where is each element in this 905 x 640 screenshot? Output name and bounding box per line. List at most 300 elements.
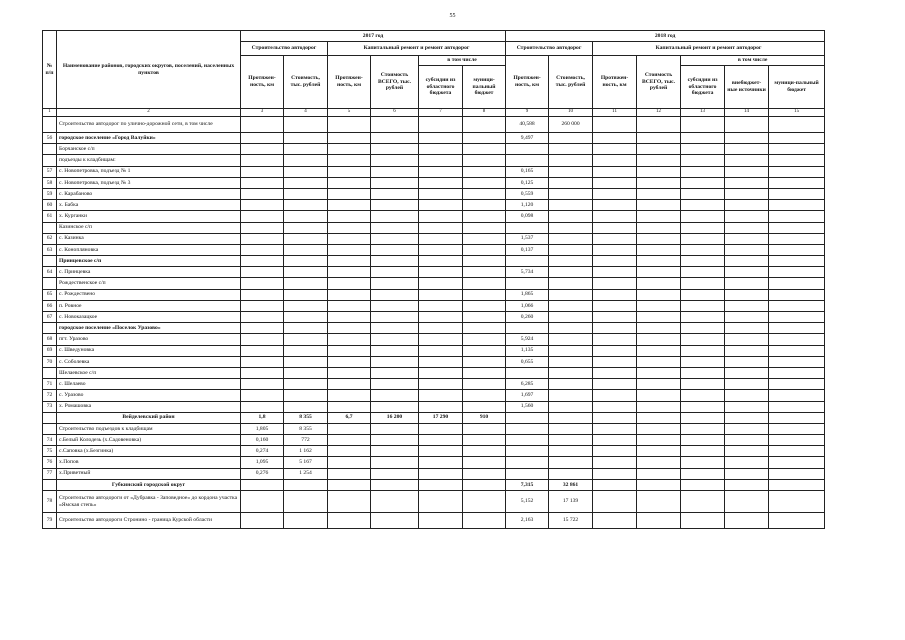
row-value (549, 278, 593, 289)
row-value (637, 211, 681, 222)
row-value (371, 144, 419, 155)
length-header: Протяжен-ность, км (241, 56, 284, 109)
row-value (681, 446, 725, 457)
row-value (725, 117, 769, 133)
row-value (419, 177, 463, 188)
row-value (328, 379, 371, 390)
table-row (43, 244, 825, 255)
row-value (463, 188, 506, 199)
row-value (725, 144, 769, 155)
row-value (681, 367, 725, 378)
column-index: 5 (328, 109, 371, 117)
row-value (463, 367, 506, 378)
row-number (43, 256, 57, 267)
row-value (284, 256, 328, 267)
row-value (284, 289, 328, 300)
row-value (725, 412, 769, 423)
row-value (681, 300, 725, 311)
row-value (241, 300, 284, 311)
row-value (637, 379, 681, 390)
row-value (549, 211, 593, 222)
row-value (593, 222, 637, 233)
row-value (637, 367, 681, 378)
row-value (681, 233, 725, 244)
row-value: 1,560 (506, 401, 549, 412)
row-value (371, 468, 419, 479)
row-value: 5 167 (284, 457, 328, 468)
row-value (549, 155, 593, 166)
row-value (769, 412, 825, 423)
row-value (284, 300, 328, 311)
row-value (419, 468, 463, 479)
row-value (419, 233, 463, 244)
row-number: 57 (43, 166, 57, 177)
row-value (549, 423, 593, 434)
row-value (593, 513, 637, 529)
row-value (284, 367, 328, 378)
row-value (593, 479, 637, 490)
table-row (43, 356, 825, 367)
row-value (769, 401, 825, 412)
row-name: Строительство подъездов к кладбищам (57, 423, 241, 434)
table-row (43, 379, 825, 390)
row-name: п. Ровное (57, 300, 241, 311)
row-value (769, 244, 825, 255)
row-value (463, 300, 506, 311)
row-value (241, 177, 284, 188)
row-value (681, 412, 725, 423)
row-value (637, 334, 681, 345)
row-value (328, 233, 371, 244)
row-value (549, 356, 593, 367)
road-construction-table (42, 30, 825, 529)
row-value (419, 345, 463, 356)
row-value (419, 211, 463, 222)
row-value (549, 468, 593, 479)
table-row (43, 412, 825, 423)
table-row (43, 468, 825, 479)
row-value (419, 334, 463, 345)
row-value (371, 312, 419, 323)
row-number: 69 (43, 345, 57, 356)
row-value (241, 401, 284, 412)
row-value (637, 133, 681, 144)
row-value (419, 188, 463, 199)
row-value (769, 390, 825, 401)
row-value: 5,734 (506, 267, 549, 278)
row-value (371, 323, 419, 334)
row-value (769, 289, 825, 300)
row-value (463, 289, 506, 300)
row-value: 0,274 (241, 446, 284, 457)
row-value (637, 200, 681, 211)
row-name: Принцевское с/п (57, 256, 241, 267)
row-value (371, 289, 419, 300)
table-row (43, 177, 825, 188)
row-value (419, 117, 463, 133)
row-value (241, 390, 284, 401)
row-value (637, 144, 681, 155)
column-index: 3 (241, 109, 284, 117)
row-value (463, 457, 506, 468)
row-value (637, 356, 681, 367)
row-value (593, 423, 637, 434)
row-value (549, 222, 593, 233)
row-name: х.Приветный (57, 468, 241, 479)
row-value (371, 177, 419, 188)
row-value: 6,7 (328, 412, 371, 423)
row-value (769, 513, 825, 529)
row-number: 76 (43, 457, 57, 468)
row-value (549, 133, 593, 144)
row-value (593, 200, 637, 211)
row-value (284, 491, 328, 513)
row-value: 772 (284, 435, 328, 446)
row-name: городское поселение «Поселок Уразово» (57, 323, 241, 334)
row-value (371, 155, 419, 166)
row-number: 67 (43, 312, 57, 323)
row-value: 1,805 (241, 423, 284, 434)
row-value (725, 312, 769, 323)
row-value (371, 222, 419, 233)
table-row (43, 155, 825, 166)
row-number: 64 (43, 267, 57, 278)
row-value (328, 356, 371, 367)
table-row (43, 457, 825, 468)
row-value (241, 312, 284, 323)
row-value (419, 155, 463, 166)
row-name: с. Шелаево (57, 379, 241, 390)
row-value: 1,8 (241, 412, 284, 423)
row-value: 910 (463, 412, 506, 423)
row-value (725, 267, 769, 278)
row-value (549, 367, 593, 378)
row-value (725, 133, 769, 144)
row-number (43, 117, 57, 133)
row-value (637, 312, 681, 323)
row-value (371, 300, 419, 311)
row-value (284, 155, 328, 166)
row-value (419, 267, 463, 278)
row-value (769, 233, 825, 244)
page-number: 55 (449, 13, 456, 19)
row-value (284, 356, 328, 367)
row-number: 73 (43, 401, 57, 412)
row-name: Строительство автодорог по улично-дорожной сети, в том числе (57, 117, 241, 133)
row-number (43, 423, 57, 434)
row-value (681, 222, 725, 233)
row-value (593, 367, 637, 378)
row-value (463, 334, 506, 345)
row-value (637, 300, 681, 311)
row-value (769, 133, 825, 144)
row-value (463, 491, 506, 513)
row-name: Рождественское с/п (57, 278, 241, 289)
row-value: 0,125 (506, 177, 549, 188)
row-value (725, 479, 769, 490)
column-index: 4 (284, 109, 328, 117)
row-value (593, 491, 637, 513)
row-name: Шелаевское с/п (57, 367, 241, 378)
row-value (419, 133, 463, 144)
row-value (549, 446, 593, 457)
row-value (725, 300, 769, 311)
row-value (725, 401, 769, 412)
row-value (371, 401, 419, 412)
row-value (371, 345, 419, 356)
row-value (328, 345, 371, 356)
row-name: с. Новопетровка, подъезд № 3 (57, 177, 241, 188)
column-index: 6 (371, 109, 419, 117)
row-value (593, 233, 637, 244)
row-value (419, 390, 463, 401)
row-value (328, 513, 371, 529)
row-value (769, 446, 825, 457)
row-value (549, 345, 593, 356)
row-value (681, 200, 725, 211)
row-value (328, 435, 371, 446)
row-value (725, 356, 769, 367)
row-value (637, 256, 681, 267)
row-value (463, 446, 506, 457)
row-name: с. Конопляновка (57, 244, 241, 255)
column-index: 8 (463, 109, 506, 117)
row-value: 8 355 (284, 412, 328, 423)
row-value (593, 133, 637, 144)
table-row (43, 401, 825, 412)
row-value (419, 457, 463, 468)
row-value (328, 278, 371, 289)
row-value: 17 139 (549, 491, 593, 513)
row-value (725, 166, 769, 177)
row-value (549, 334, 593, 345)
row-value (241, 117, 284, 133)
row-name: Вейделевский район (57, 412, 241, 423)
col-num-header: № п/п (43, 31, 57, 109)
row-value (284, 479, 328, 490)
row-value (549, 267, 593, 278)
row-value (328, 133, 371, 144)
row-value (681, 513, 725, 529)
row-value (681, 177, 725, 188)
row-value (637, 155, 681, 166)
row-value (549, 457, 593, 468)
row-value: 1 254 (284, 468, 328, 479)
row-value (725, 367, 769, 378)
row-name: с.Белый Колодезь (х.Садовеновка) (57, 435, 241, 446)
row-value (637, 177, 681, 188)
row-value (463, 177, 506, 188)
table-row (43, 256, 825, 267)
row-value (681, 188, 725, 199)
row-value (549, 401, 593, 412)
row-value: 1,865 (506, 289, 549, 300)
row-value (593, 256, 637, 267)
row-value (241, 356, 284, 367)
row-value (284, 144, 328, 155)
row-value (506, 278, 549, 289)
row-value (549, 166, 593, 177)
row-value (506, 367, 549, 378)
row-value (419, 278, 463, 289)
table-row (43, 513, 825, 529)
row-value (549, 435, 593, 446)
subsidy-header: субсидии из областного бюджета (419, 66, 463, 109)
row-number: 61 (43, 211, 57, 222)
table-row (43, 491, 825, 513)
row-value (241, 479, 284, 490)
row-number (43, 367, 57, 378)
row-value (371, 379, 419, 390)
column-index: 2 (57, 109, 241, 117)
row-value (637, 188, 681, 199)
row-value (769, 177, 825, 188)
row-value (463, 166, 506, 177)
row-value (593, 334, 637, 345)
row-value (371, 513, 419, 529)
table-row (43, 222, 825, 233)
row-number: 70 (43, 356, 57, 367)
repair-2018-header: Капитальный ремонт и ремонт автодорог (593, 42, 825, 56)
table-row (43, 144, 825, 155)
row-value (637, 491, 681, 513)
table-row (43, 446, 825, 457)
row-value (506, 435, 549, 446)
row-value (371, 479, 419, 490)
row-value (593, 468, 637, 479)
column-index: 7 (419, 109, 463, 117)
row-value (284, 233, 328, 244)
row-value (506, 457, 549, 468)
row-value (593, 244, 637, 255)
row-value (419, 356, 463, 367)
row-number: 79 (43, 513, 57, 529)
row-value (593, 144, 637, 155)
row-name: с. Новопетровка, подъезд № 1 (57, 166, 241, 177)
row-value (241, 367, 284, 378)
row-value (371, 267, 419, 278)
row-value (328, 401, 371, 412)
row-value (506, 412, 549, 423)
row-value (371, 356, 419, 367)
row-value (463, 479, 506, 490)
table-row (43, 133, 825, 144)
table-row (43, 289, 825, 300)
row-value (241, 513, 284, 529)
row-value (419, 312, 463, 323)
row-value (769, 166, 825, 177)
row-value (419, 446, 463, 457)
row-value (593, 177, 637, 188)
column-index-row (43, 109, 825, 117)
row-value (419, 244, 463, 255)
row-value (637, 323, 681, 334)
column-index: 12 (637, 109, 681, 117)
row-value (328, 334, 371, 345)
table-row (43, 200, 825, 211)
row-value (241, 155, 284, 166)
row-name: с. Соболевка (57, 356, 241, 367)
row-value (419, 401, 463, 412)
row-value: 40,588 (506, 117, 549, 133)
row-value (725, 345, 769, 356)
row-value (593, 312, 637, 323)
row-value (637, 479, 681, 490)
row-value (284, 200, 328, 211)
row-value (241, 278, 284, 289)
row-value (371, 117, 419, 133)
incl-2017-header: в том числе (419, 56, 506, 66)
row-value (725, 435, 769, 446)
row-value (725, 323, 769, 334)
row-value (463, 323, 506, 334)
row-value (463, 468, 506, 479)
row-value (241, 200, 284, 211)
row-value (419, 166, 463, 177)
table-row (43, 435, 825, 446)
row-name: Строительство автодороги Стронино - граница Курской области (57, 513, 241, 529)
row-value (769, 211, 825, 222)
row-value (725, 289, 769, 300)
row-value (506, 144, 549, 155)
row-value (506, 446, 549, 457)
row-name: с. Рождествено (57, 289, 241, 300)
row-value (241, 334, 284, 345)
repair-2017-header: Капитальный ремонт и ремонт автодорог (328, 42, 506, 56)
row-value (681, 244, 725, 255)
row-value (593, 390, 637, 401)
column-index: 14 (725, 109, 769, 117)
row-number (43, 222, 57, 233)
row-value (463, 513, 506, 529)
row-value (241, 491, 284, 513)
row-value (681, 133, 725, 144)
row-number (43, 323, 57, 334)
row-value (328, 267, 371, 278)
row-value (241, 256, 284, 267)
table-row (43, 345, 825, 356)
row-value (769, 435, 825, 446)
row-value (769, 479, 825, 490)
row-number: 74 (43, 435, 57, 446)
row-value (284, 513, 328, 529)
row-value (419, 256, 463, 267)
table-row (43, 312, 825, 323)
row-value (637, 278, 681, 289)
row-value (371, 367, 419, 378)
row-name: с. Принцевка (57, 267, 241, 278)
row-value (637, 513, 681, 529)
row-value (463, 401, 506, 412)
col-name-header: Наименование районов, городских округов, поселений, населенных пунктов (57, 31, 241, 109)
row-value (328, 256, 371, 267)
table-row (43, 323, 825, 334)
row-value (328, 166, 371, 177)
row-value (769, 117, 825, 133)
row-value (419, 479, 463, 490)
row-value (681, 267, 725, 278)
row-value (371, 334, 419, 345)
row-value (769, 188, 825, 199)
row-value (593, 345, 637, 356)
row-value: 0,098 (506, 211, 549, 222)
row-value (506, 222, 549, 233)
row-value (419, 379, 463, 390)
row-value (284, 117, 328, 133)
row-value (463, 155, 506, 166)
row-value: 0,165 (506, 166, 549, 177)
row-value (371, 200, 419, 211)
